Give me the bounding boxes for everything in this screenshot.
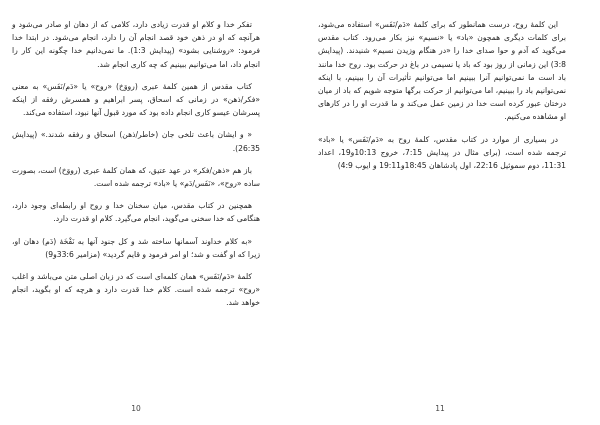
page-number: 10 — [131, 404, 141, 413]
paragraph: در بسیاری از موارد در کتاب مقدس، کلمهٔ روح به «دَم/نَفَس» یا «باد» ترجمه شده است، (برای مثال در پیدایش 7:15، خروج 10:13و19، اعداد 11:31، دوم سموئیل 22:16، اول پادشاهان 18:45و19:11 و ایوب 4:9) — [318, 134, 567, 171]
left-page — [12, 18, 260, 410]
page-number: 11 — [435, 404, 445, 413]
paragraph: کتاب مقدس از همین کلمهٔ عبری (رووَخ) «روح» یا «دَم/نَفَس» به معنی «فکر/ذهن» در زمانی که اسحاق، پسر ابراهیم و همسرش رفقه از اینکه پسرشان عیسو کاری انجام داده بود که مورد قبول آنها نبود، استفاده می‌کند. — [12, 81, 260, 118]
paragraph: همچنین در کتاب مقدس، میان سخنان خدا و روح او رابطه‌ای وجود دارد، هنگامی که خدا سخنی می‌گوید، انجام می‌گیرد. کلام او قدرت دارد. — [12, 201, 260, 224]
right-page — [318, 18, 566, 410]
paragraph: این کلمهٔ روح، درست همانطور که برای کلمهٔ «دَم/نَفَس» استفاده می‌شود، برای کلمات دیگری همچون «باد» یا «نسیم» نیز بکار می‌رود. کتاب مقدس می‌گوید که آدم و حوا صدای خدا را «در هنگام وزیدن نسیم» شنیدند. (پیدایش 3:8) این زمانی از روز بود که باد یا نسیمی در باغ در حرکت بود. روح خدا مانند باد است ما نمی‌توانیم آنرا ببینیم اما می‌توانیم تأثیرات آن را ببینیم، با اینکه نمی‌توانیم باد را ببینیم، اما می‌توانیم از حرکت برگها متوجه شویم که باد از میان درختان عبور کرده است خدا در زمین عمل می‌کند و ما قدرت او را در کارهای او مشاهده می‌کنیم. — [318, 20, 566, 122]
paragraph: باز هم «ذهن/فکر» در عهد عتیق، که همان کلمهٔ عبری (رووَخ) است، بصورت ساده «روح»، «نَفَس/دَم» یا «باد» ترجمه شده است. — [12, 165, 260, 189]
paragraph: «به کلام خداوند آسمانها ساخته شد و کل جنود آنها به نَفْخَهٔ (دَم) دهان او، زیرا که او گفت و شد؛ او امر فرمود و قایم گردید» (مزامیر 33:6و9) — [12, 236, 260, 259]
paragraph: کلمهٔ «دَم/نَفَس» همان کلمه‌ای است که در زبان اصلی متن می‌باشد و اغلب «روح» ترجمه شده است. کلام خدا قدرت دارد و هرچه که او بگوید، انجام خواهد شد. — [12, 272, 260, 308]
paragraph: « و ایشان باعث تلخی جان (خاطر/ذهن) اسحاق و رفقه شدند.» (پیدایش 26:35). — [12, 130, 260, 153]
paragraph: تفکر خدا و کلام او قدرت زیادی دارد، کلامی که از دهان او صادر می‌شود و هرآنچه که او در ذهن خود قصد انجام آن را دارد، انجام می‌شود. در ابتدا خدا فرمود: «روشنایی بشود» (پیدایش 1:3). ما نمی‌دانیم خدا چگونه این کار را انجام داد، اما می‌توانیم ببینیم که چه کاری انجام شد. — [12, 20, 260, 69]
